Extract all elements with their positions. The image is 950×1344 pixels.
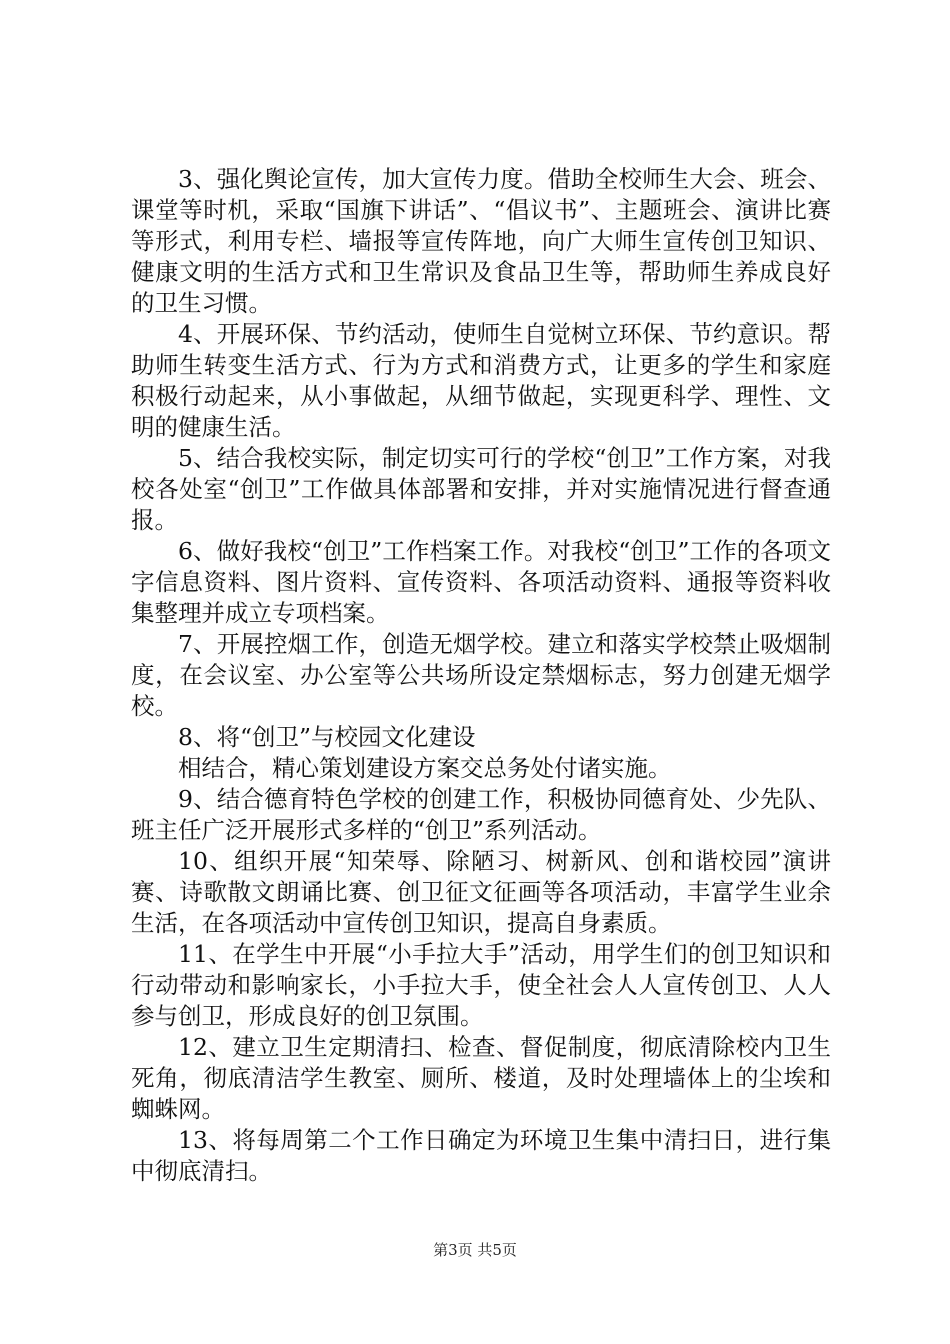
paragraph-item-6: 6、做好我校“创卫”工作档案工作。对我校“创卫”工作的各项文字信息资料、图片资料、宣传资料、各项活动资料、通报等资料收集整理并成立专项档案。 — [131, 537, 831, 627]
paragraph-item-5: 5、结合我校实际，制定切实可行的学校“创卫”工作方案，对我校各处室“创卫”工作做具体部署和安排，并对实施情况进行督查通报。 — [131, 444, 831, 534]
paragraph-item-10: 10、组织开展“知荣辱、除陋习、树新风、创和谐校园”演讲赛、诗歌散文朗诵比赛、创卫征文征画等各项活动，丰富学生业余生活，在各项活动中宣传创卫知识，提高自身素质。 — [131, 847, 831, 937]
paragraph-item-7: 7、开展控烟工作，创造无烟学校。建立和落实学校禁止吸烟制度，在会议室、办公室等公共场所设定禁烟标志，努力创建无烟学校。 — [131, 630, 831, 720]
paragraph-item-4: 4、开展环保、节约活动，使师生自觉树立环保、节约意识。帮助师生转变生活方式、行为方式和消费方式，让更多的学生和家庭积极行动起来，从小事做起，从细节做起，实现更科学、理性、文明的健康生活。 — [131, 320, 831, 441]
paragraph-item-13: 13、将每周第二个工作日确定为环境卫生集中清扫日，进行集中彻底清扫。 — [131, 1126, 831, 1185]
page-number-footer: 第3页 共5页 — [433, 1241, 517, 1259]
paragraph-item-12: 12、建立卫生定期清扫、检查、督促制度，彻底清除校内卫生死角，彻底清洁学生教室、厕所、楼道，及时处理墙体上的尘埃和蜘蛛网。 — [131, 1033, 831, 1123]
paragraph-item-3: 3、强化舆论宣传，加大宣传力度。借助全校师生大会、班会、课堂等时机，采取“国旗下讲话”、“倡议书”、主题班会、演讲比赛等形式，利用专栏、墙报等宣传阵地，向广大师生宣传创卫知识、健康文明的生活方式和卫生常识及食品卫生等，帮助师生养成良好的卫生习惯。 — [131, 165, 831, 317]
paragraph-item-11: 11、在学生中开展“小手拉大手”活动，用学生们的创卫知识和行动带动和影响家长，小手拉大手，使全社会人人宣传创卫、人人参与创卫，形成良好的创卫氛围。 — [131, 940, 831, 1030]
paragraph-item-9: 9、结合德育特色学校的创建工作，积极协同德育处、少先队、班主任广泛开展形式多样的“创卫”系列活动。 — [131, 785, 831, 844]
paragraph-item-8-continued: 相结合，精心策划建设方案交总务处付诸实施。 — [178, 754, 672, 782]
document-body — [131, 164, 831, 1187]
paragraph-item-8: 8、将“创卫”与校园文化建设 — [178, 723, 476, 751]
